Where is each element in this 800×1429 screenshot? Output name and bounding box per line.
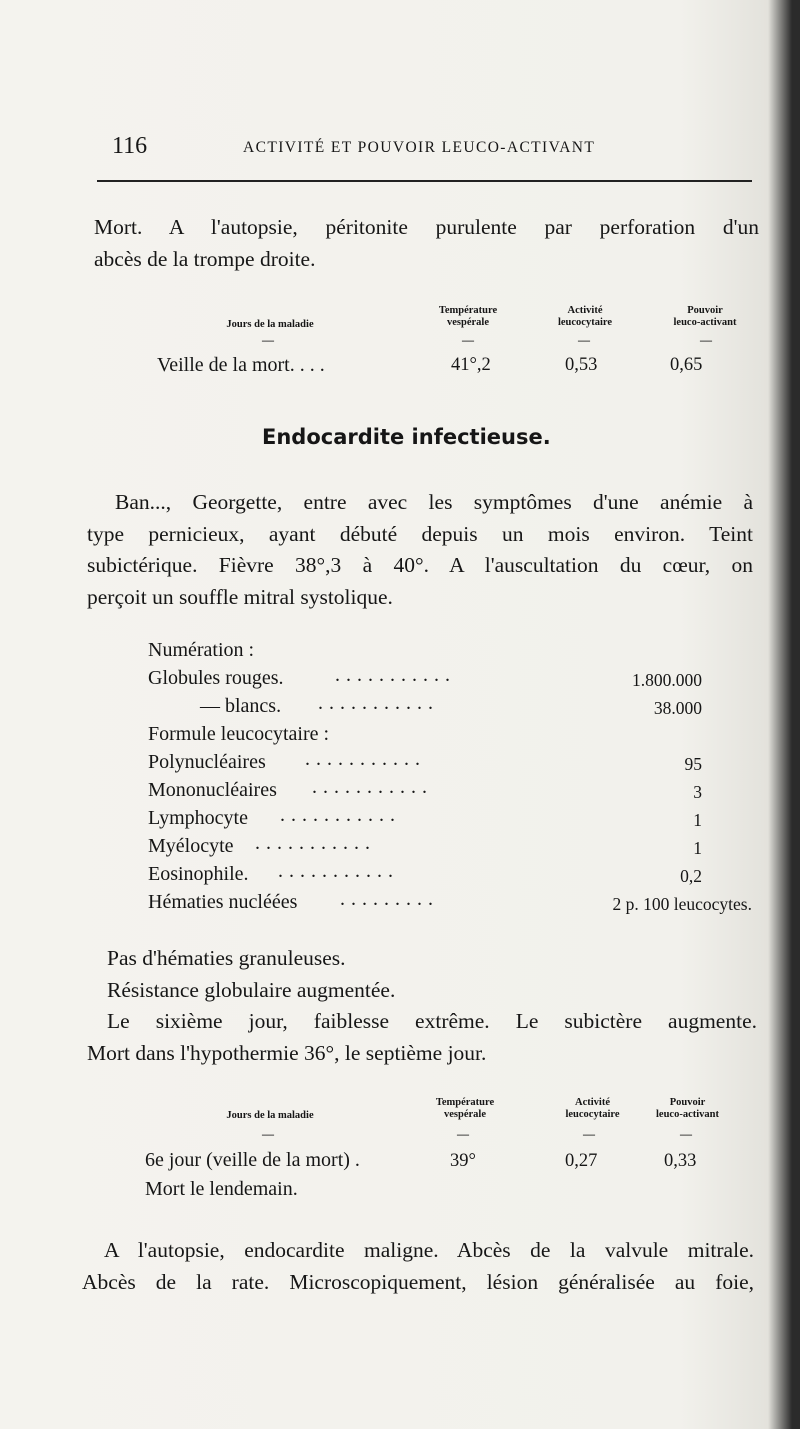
- header-line: Pouvoir: [687, 305, 723, 316]
- text-line: Mort dans l'hypothermie 36°, le septième jour.: [87, 1040, 487, 1065]
- table-1-row-activite: 0,53: [565, 355, 598, 375]
- dot-leader: ...........: [318, 692, 439, 714]
- list-item-label: Eosinophile.: [148, 863, 249, 885]
- running-head: ACTIVITÉ ET POUVOIR LEUCO-ACTIVANT: [243, 139, 596, 156]
- table-2-col-activite: [550, 1097, 635, 1121]
- list-item-value: 95: [684, 754, 702, 774]
- header-line: leuco-activant: [656, 1109, 719, 1120]
- text-line: Pas d'hématies granuleuses.: [107, 946, 346, 970]
- header-line: leucocytaire: [557, 317, 613, 328]
- list-item-label: Mononucléaires: [148, 779, 277, 801]
- dash-mark: —: [680, 1127, 692, 1141]
- header-line: vespérale: [447, 317, 489, 328]
- text-line: Mort. A l'autopsie, péritonite purulente par perforation d'un: [94, 215, 759, 239]
- table-2-row-label: 6e jour (veille de la mort) .: [145, 1149, 360, 1171]
- list-item-value: 3: [693, 782, 702, 802]
- dot-leader: .........: [340, 888, 439, 910]
- dash-mark: —: [262, 333, 274, 347]
- header-line: Température: [435, 1097, 495, 1108]
- text-line: A l'autopsie, endocardite maligne. Abcès de la valvule mitrale.: [104, 1238, 754, 1262]
- text-line: Abcès de la rate. Microscopiquement, lésion généralisée au foie,: [82, 1269, 754, 1294]
- list-item-label: Lymphocyte: [148, 807, 248, 829]
- text-line: perçoit un souffle mitral systolique.: [87, 584, 393, 609]
- header-line: Température: [438, 305, 498, 316]
- list-item-label: Formule leucocytaire :: [148, 723, 330, 745]
- text-line: type pernicieux, ayant débuté depuis un mois environ. Teint: [87, 521, 753, 546]
- table-1-row-label: Veille de la mort. . . .: [157, 354, 325, 376]
- text-line: Résistance globulaire augmentée.: [107, 977, 396, 1002]
- header-line: leuco-activant: [673, 317, 737, 328]
- list-item-value: 38.000: [653, 698, 702, 718]
- table-2-col-temp: [420, 1097, 510, 1121]
- dash-mark: —: [583, 1127, 595, 1141]
- table-1-col-activite: [540, 305, 630, 329]
- section-heading: Endocardite infectieuse.: [262, 425, 551, 449]
- dot-leader: ...........: [312, 776, 433, 798]
- table-1-col-temp: [428, 305, 508, 329]
- list-item-value: 1: [693, 810, 702, 830]
- dash-mark: —: [578, 333, 590, 347]
- dash-mark: —: [457, 1127, 469, 1141]
- text-line: Le sixième jour, faiblesse extrême. Le subictère augmente.: [107, 1009, 757, 1033]
- table-2-col-days: Jours de la maladie: [226, 1110, 314, 1121]
- table-1-col-days: Jours de la maladie: [226, 319, 314, 330]
- list-item-value: 1.800.000: [632, 670, 702, 690]
- dash-mark: —: [262, 1127, 274, 1141]
- dash-mark: —: [462, 333, 474, 347]
- table-1-row-pouvoir: 0,65: [670, 355, 703, 375]
- paragraph-autopsie-1: [94, 212, 759, 275]
- header-rule: [97, 180, 752, 182]
- dot-leader: ...........: [280, 804, 401, 826]
- header-line: vespérale: [444, 1109, 486, 1120]
- list-item-label: — blancs.: [200, 695, 282, 717]
- table-2-row-pouvoir: 0,33: [664, 1151, 697, 1171]
- list-item-value: 2 p. 100 leucocytes.: [612, 894, 752, 914]
- text-line: subictérique. Fièvre 38°,3 à 40°. A l'auscultation du cœur, on: [87, 553, 753, 577]
- dot-leader: ...........: [255, 832, 376, 854]
- list-item-label: Globules rouges.: [148, 667, 284, 689]
- list-item-value: 0,2: [680, 866, 702, 886]
- list-item-label: Hématies nucléées: [148, 891, 298, 913]
- header-line: Pouvoir: [669, 1097, 706, 1108]
- header-line: Activité: [567, 305, 603, 316]
- list-item-label: Polynucléaires: [148, 751, 266, 773]
- table-2-row-activite: 0,27: [565, 1151, 598, 1171]
- paragraph-evolution: [87, 943, 757, 1069]
- dash-mark: —: [700, 333, 712, 347]
- list-item-label: Myélocyte: [148, 835, 234, 857]
- list-item-value: 1: [693, 838, 702, 858]
- table-1-col-pouvoir: [660, 305, 750, 329]
- dot-leader: ...........: [278, 860, 399, 882]
- table-2-row-temp: 39°: [450, 1151, 476, 1171]
- table-1-row-temp: 41°,2: [451, 355, 491, 375]
- paragraph-autopsie-2: [82, 1235, 754, 1298]
- header-line: Activité: [575, 1097, 610, 1108]
- dot-leader: ...........: [335, 664, 456, 686]
- paragraph-case: [87, 487, 753, 613]
- header-line: leucocytaire: [565, 1109, 620, 1120]
- table-2-col-pouvoir: [640, 1097, 735, 1121]
- dot-leader: ...........: [305, 748, 426, 770]
- table-2-note: Mort le lendemain.: [145, 1178, 298, 1200]
- numeration-title: Numération :: [148, 639, 255, 661]
- text-line: abcès de la trompe droite.: [94, 246, 316, 271]
- text-line: Ban..., Georgette, entre avec les symptômes d'une anémie à: [115, 490, 753, 514]
- page-number: 116: [112, 133, 148, 159]
